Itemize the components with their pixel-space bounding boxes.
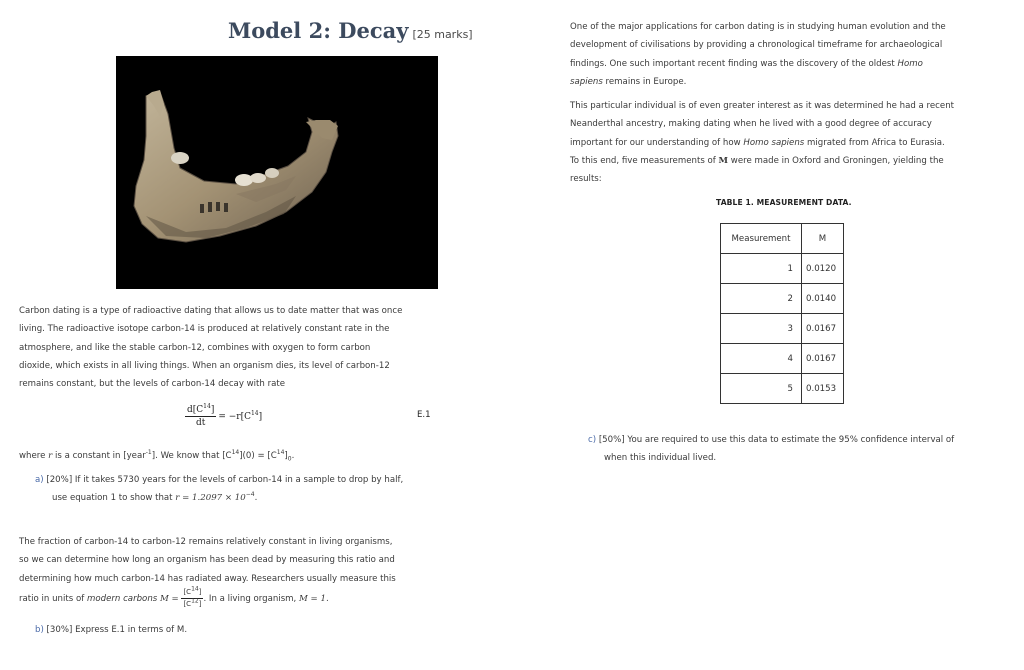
- text-line: living. The radioactive isotope carbon-14 is produced at relatively constant rate in the: [19, 324, 390, 335]
- table-cell: 0.0167: [802, 344, 844, 374]
- text-line: Neanderthal ancestry, making dating when he lived with a good degree of accuracy: [570, 119, 932, 130]
- where-line: where r is a constant in [year$^{-1}$]. We know that $[C^{14}](0) = [C^{14}]_0$.: [19, 449, 295, 463]
- right-page: [560, 0, 1000, 670]
- question-c: c) [50%] You are required to use this data to estimate the 95% confidence interval of when this individual lived.: [588, 435, 955, 464]
- fraction-denominator: dt: [195, 418, 206, 428]
- table-cell: 0.0167: [802, 314, 844, 344]
- text-line: atmosphere, and like the stable carbon-12, combines with oxygen to form carbon: [19, 342, 371, 353]
- table-row: [721, 284, 844, 314]
- table-cell: 0.0140: [802, 284, 844, 314]
- derivative-fraction: [185, 405, 216, 428]
- table-caption: TABLE 1. MEASUREMENT DATA.: [716, 198, 852, 207]
- intro-paragraph: [19, 302, 439, 393]
- table-cell: 5: [721, 374, 802, 404]
- ratio-line: ratio in units of modern carbons M = $\frac{[C^{14}]}{[C^{12}]}$ . In a living organism, M = 1.: [19, 585, 329, 608]
- table-cell: 0.0153: [802, 374, 844, 404]
- jawbone-photo: [116, 56, 438, 289]
- table-row: [721, 344, 844, 374]
- column-header: Measurement: [721, 224, 802, 254]
- question-text: [20%] If it takes 5730 years for the levels of carbon-14 in a sample to drop by half,: [46, 475, 404, 485]
- equation-label: E.1: [417, 410, 431, 420]
- text-line: The fraction of carbon-14 to carbon-12 remains relatively constant in living organisms,: [19, 537, 393, 547]
- text-line: important for our understanding of how Homo sapiens migrated from Africa to Eurasia.: [570, 137, 945, 148]
- title-marks: [25 marks]: [412, 28, 473, 41]
- text-line: dioxide, which exists in all living things. When an organism dies, its level of carbon-12: [19, 360, 390, 371]
- page-title: [228, 18, 473, 43]
- question-tag: b): [35, 625, 44, 635]
- fraction-paragraph: [19, 533, 439, 588]
- text-line: results:: [570, 174, 602, 185]
- applications-paragraph: [570, 18, 999, 91]
- question-tag: a): [35, 475, 44, 485]
- text-line: This particular individual is of even greater interest as it was determined he had a recent: [570, 101, 955, 111]
- text-line: determining how much carbon-14 has radiated away. Researchers usually measure this: [19, 573, 396, 584]
- jawbone-illustration: [116, 56, 438, 289]
- text-line: sapiens remains in Europe.: [570, 76, 687, 87]
- title-text: Model 2: Decay: [228, 18, 409, 43]
- measurement-table: [720, 223, 844, 404]
- table-row: [721, 254, 844, 284]
- question-text: [30%] Express E.1 in terms of M.: [46, 625, 188, 635]
- ratio-fraction: $\frac{[C^{14}]}{[C^{12}]}$: [183, 585, 202, 608]
- table-cell: 3: [721, 314, 802, 344]
- decay-equation: [185, 405, 262, 428]
- table-cell: 4: [721, 344, 802, 374]
- table-cell: 1: [721, 254, 802, 284]
- equation-rhs: = $-r[C^{14}]$: [218, 409, 263, 422]
- text-line: Carbon dating is a type of radioactive dating that allows us to date matter that was once: [19, 306, 403, 316]
- table-row: [721, 314, 844, 344]
- question-text: [50%] You are required to use this data to estimate the 95% confidence interval of: [598, 435, 955, 445]
- table-cell: 2: [721, 284, 802, 314]
- table-cell: 0.0120: [802, 254, 844, 284]
- fraction-numerator: $d[C^{14}]$: [187, 403, 215, 415]
- left-page: [0, 0, 473, 670]
- text-line: so we can determine how long an organism has been dead by measuring this ratio and: [19, 555, 395, 566]
- question-b: [35, 621, 187, 639]
- text-line: remains constant, but the levels of carbon-14 decay with rate: [19, 379, 286, 390]
- text-line: One of the major applications for carbon dating is in studying human evolution and the: [570, 22, 946, 32]
- column-header: M: [802, 224, 844, 254]
- question-tag: c): [588, 435, 597, 445]
- table-row: [721, 374, 844, 404]
- text-line: findings. One such important recent finding was the discovery of the oldest Homo: [570, 58, 923, 69]
- table-header-row: [721, 224, 844, 254]
- question-a: a) [20%] If it takes 5730 years for the levels of carbon-14 in a sample to drop by half, use equation 1 to show that $r = 1.2097 \times 10^{-4}$.: [35, 475, 404, 504]
- text-line: development of civilisations by providing a chronological timeframe for archaeological: [570, 40, 943, 51]
- text-line: To this end, five measurements of M were made in Oxford and Groningen, yielding the: [570, 155, 944, 166]
- individual-paragraph: [570, 97, 999, 188]
